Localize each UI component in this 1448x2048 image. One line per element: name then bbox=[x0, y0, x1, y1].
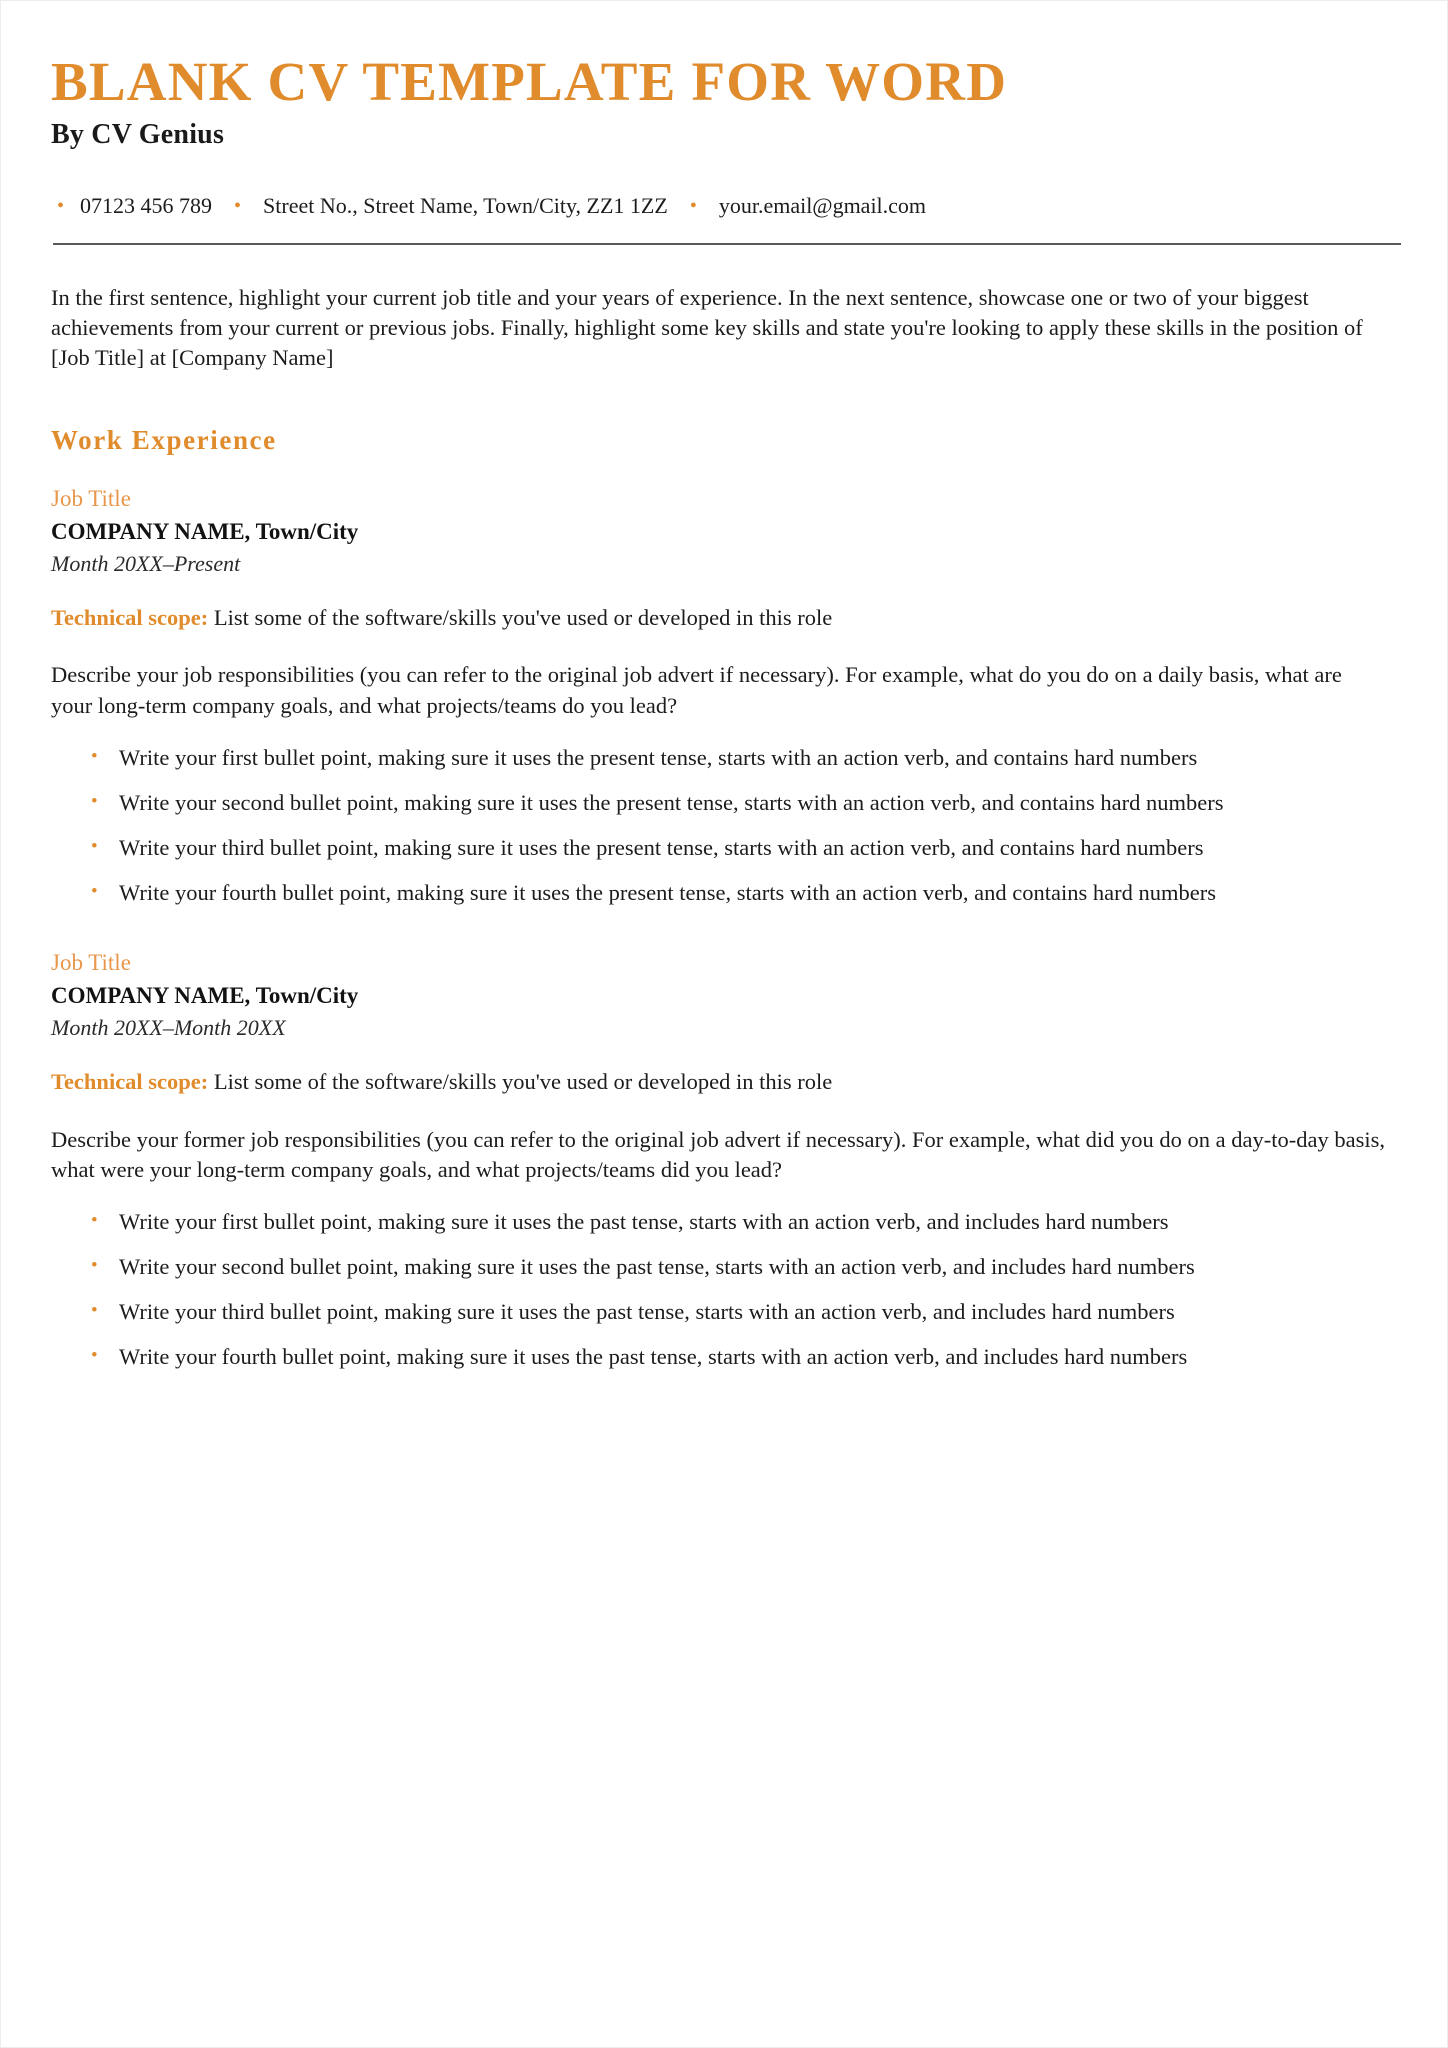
list-item bbox=[51, 1342, 1407, 1372]
bullet-icon: • bbox=[91, 745, 98, 767]
list-item bbox=[51, 788, 1407, 818]
list-item bbox=[51, 1207, 1407, 1237]
job-dates: Month 20XX–Month 20XX bbox=[51, 1015, 286, 1041]
technical-scope-line bbox=[51, 603, 1407, 632]
job-title: Job Title bbox=[51, 950, 131, 976]
list-item-text: Write your first bullet point, making sure it uses the present tense, starts with an action verb, and contains hard numbers bbox=[119, 744, 1198, 770]
job-title: Job Title bbox=[51, 486, 131, 512]
job-description: Describe your job responsibilities (you can refer to the original job advert if necessary). For example, what do you do on a daily basis, what are your long-term company goals, and what projects/teams do you lead? bbox=[51, 662, 1342, 718]
job-company: COMPANY NAME, Town/City bbox=[51, 983, 359, 1009]
page-title: BLANK CV TEMPLATE FOR WORD bbox=[51, 51, 1008, 112]
list-item-text: Write your fourth bullet point, making sure it uses the present tense, starts with an action verb, and contains hard numbers bbox=[119, 880, 1216, 906]
list-item bbox=[51, 878, 1407, 908]
header-divider bbox=[53, 243, 1401, 245]
bullet-icon: • bbox=[91, 1209, 98, 1231]
bullet-icon: • bbox=[91, 1345, 98, 1367]
bullet-icon: • bbox=[91, 790, 98, 812]
contact-phone: 07123 456 789 bbox=[80, 192, 213, 218]
technical-scope-line bbox=[51, 1067, 1407, 1096]
bullet-icon: • bbox=[689, 194, 697, 217]
work-experience-entry bbox=[51, 950, 1407, 1372]
section-heading-work-experience: Work Experience bbox=[51, 425, 277, 456]
list-item-text: Write your third bullet point, making sure it uses the past tense, starts with an action verb, and includes hard numbers bbox=[119, 1299, 1175, 1325]
bullet-icon: • bbox=[91, 1300, 98, 1322]
job-company: COMPANY NAME, Town/City bbox=[51, 519, 359, 545]
page-subtitle: By CV Genius bbox=[51, 118, 225, 150]
job-description: Describe your former job responsibilities (you can refer to the original job advert if necessary). For example, what did you do on a day-to-day basis, what were your long-term company goals, and what projects/teams did you lead? bbox=[51, 1126, 1385, 1182]
job-bullet-list bbox=[51, 743, 1407, 909]
work-experience-entry bbox=[51, 486, 1407, 908]
bullet-icon: • bbox=[91, 835, 98, 857]
technical-scope-label: Technical scope: bbox=[51, 605, 209, 631]
bullet-icon: • bbox=[234, 194, 242, 217]
technical-scope-text: List some of the software/skills you've used or developed in this role bbox=[208, 1069, 833, 1095]
contact-address: Street No., Street Name, Town/City, ZZ1 1ZZ bbox=[263, 192, 668, 218]
list-item-text: Write your second bullet point, making sure it uses the past tense, starts with an action verb, and includes hard numbers bbox=[119, 1253, 1195, 1279]
technical-scope-label: Technical scope: bbox=[51, 1069, 209, 1095]
list-item bbox=[51, 743, 1407, 773]
bullet-icon: • bbox=[91, 1254, 98, 1276]
technical-scope-text: List some of the software/skills you've used or developed in this role bbox=[208, 605, 833, 631]
bullet-icon: • bbox=[57, 194, 65, 217]
contact-line bbox=[51, 193, 1407, 219]
list-item bbox=[51, 1297, 1407, 1327]
list-item bbox=[51, 833, 1407, 863]
list-item bbox=[51, 1252, 1407, 1282]
page-content bbox=[1, 1, 1447, 1372]
list-item-text: Write your second bullet point, making sure it uses the present tense, starts with an action verb, and contains hard numbers bbox=[119, 789, 1224, 815]
list-item-text: Write your third bullet point, making sure it uses the present tense, starts with an action verb, and contains hard numbers bbox=[119, 834, 1204, 860]
job-bullet-list bbox=[51, 1207, 1407, 1373]
list-item-text: Write your fourth bullet point, making sure it uses the past tense, starts with an action verb, and includes hard numbers bbox=[119, 1344, 1188, 1370]
bullet-icon: • bbox=[91, 881, 98, 903]
job-dates: Month 20XX–Present bbox=[51, 551, 241, 577]
list-item-text: Write your first bullet point, making sure it uses the past tense, starts with an action verb, and includes hard numbers bbox=[119, 1208, 1169, 1234]
contact-email: your.email@gmail.com bbox=[718, 192, 927, 218]
professional-summary: In the first sentence, highlight your current job title and your years of experience. In the next sentence, showcase one or two of your biggest achievements from your current or previous jobs. Finally, highlight some key skills and state you're looking to apply these skills in the position of [Job Title] at [Company Name] bbox=[51, 284, 1363, 371]
